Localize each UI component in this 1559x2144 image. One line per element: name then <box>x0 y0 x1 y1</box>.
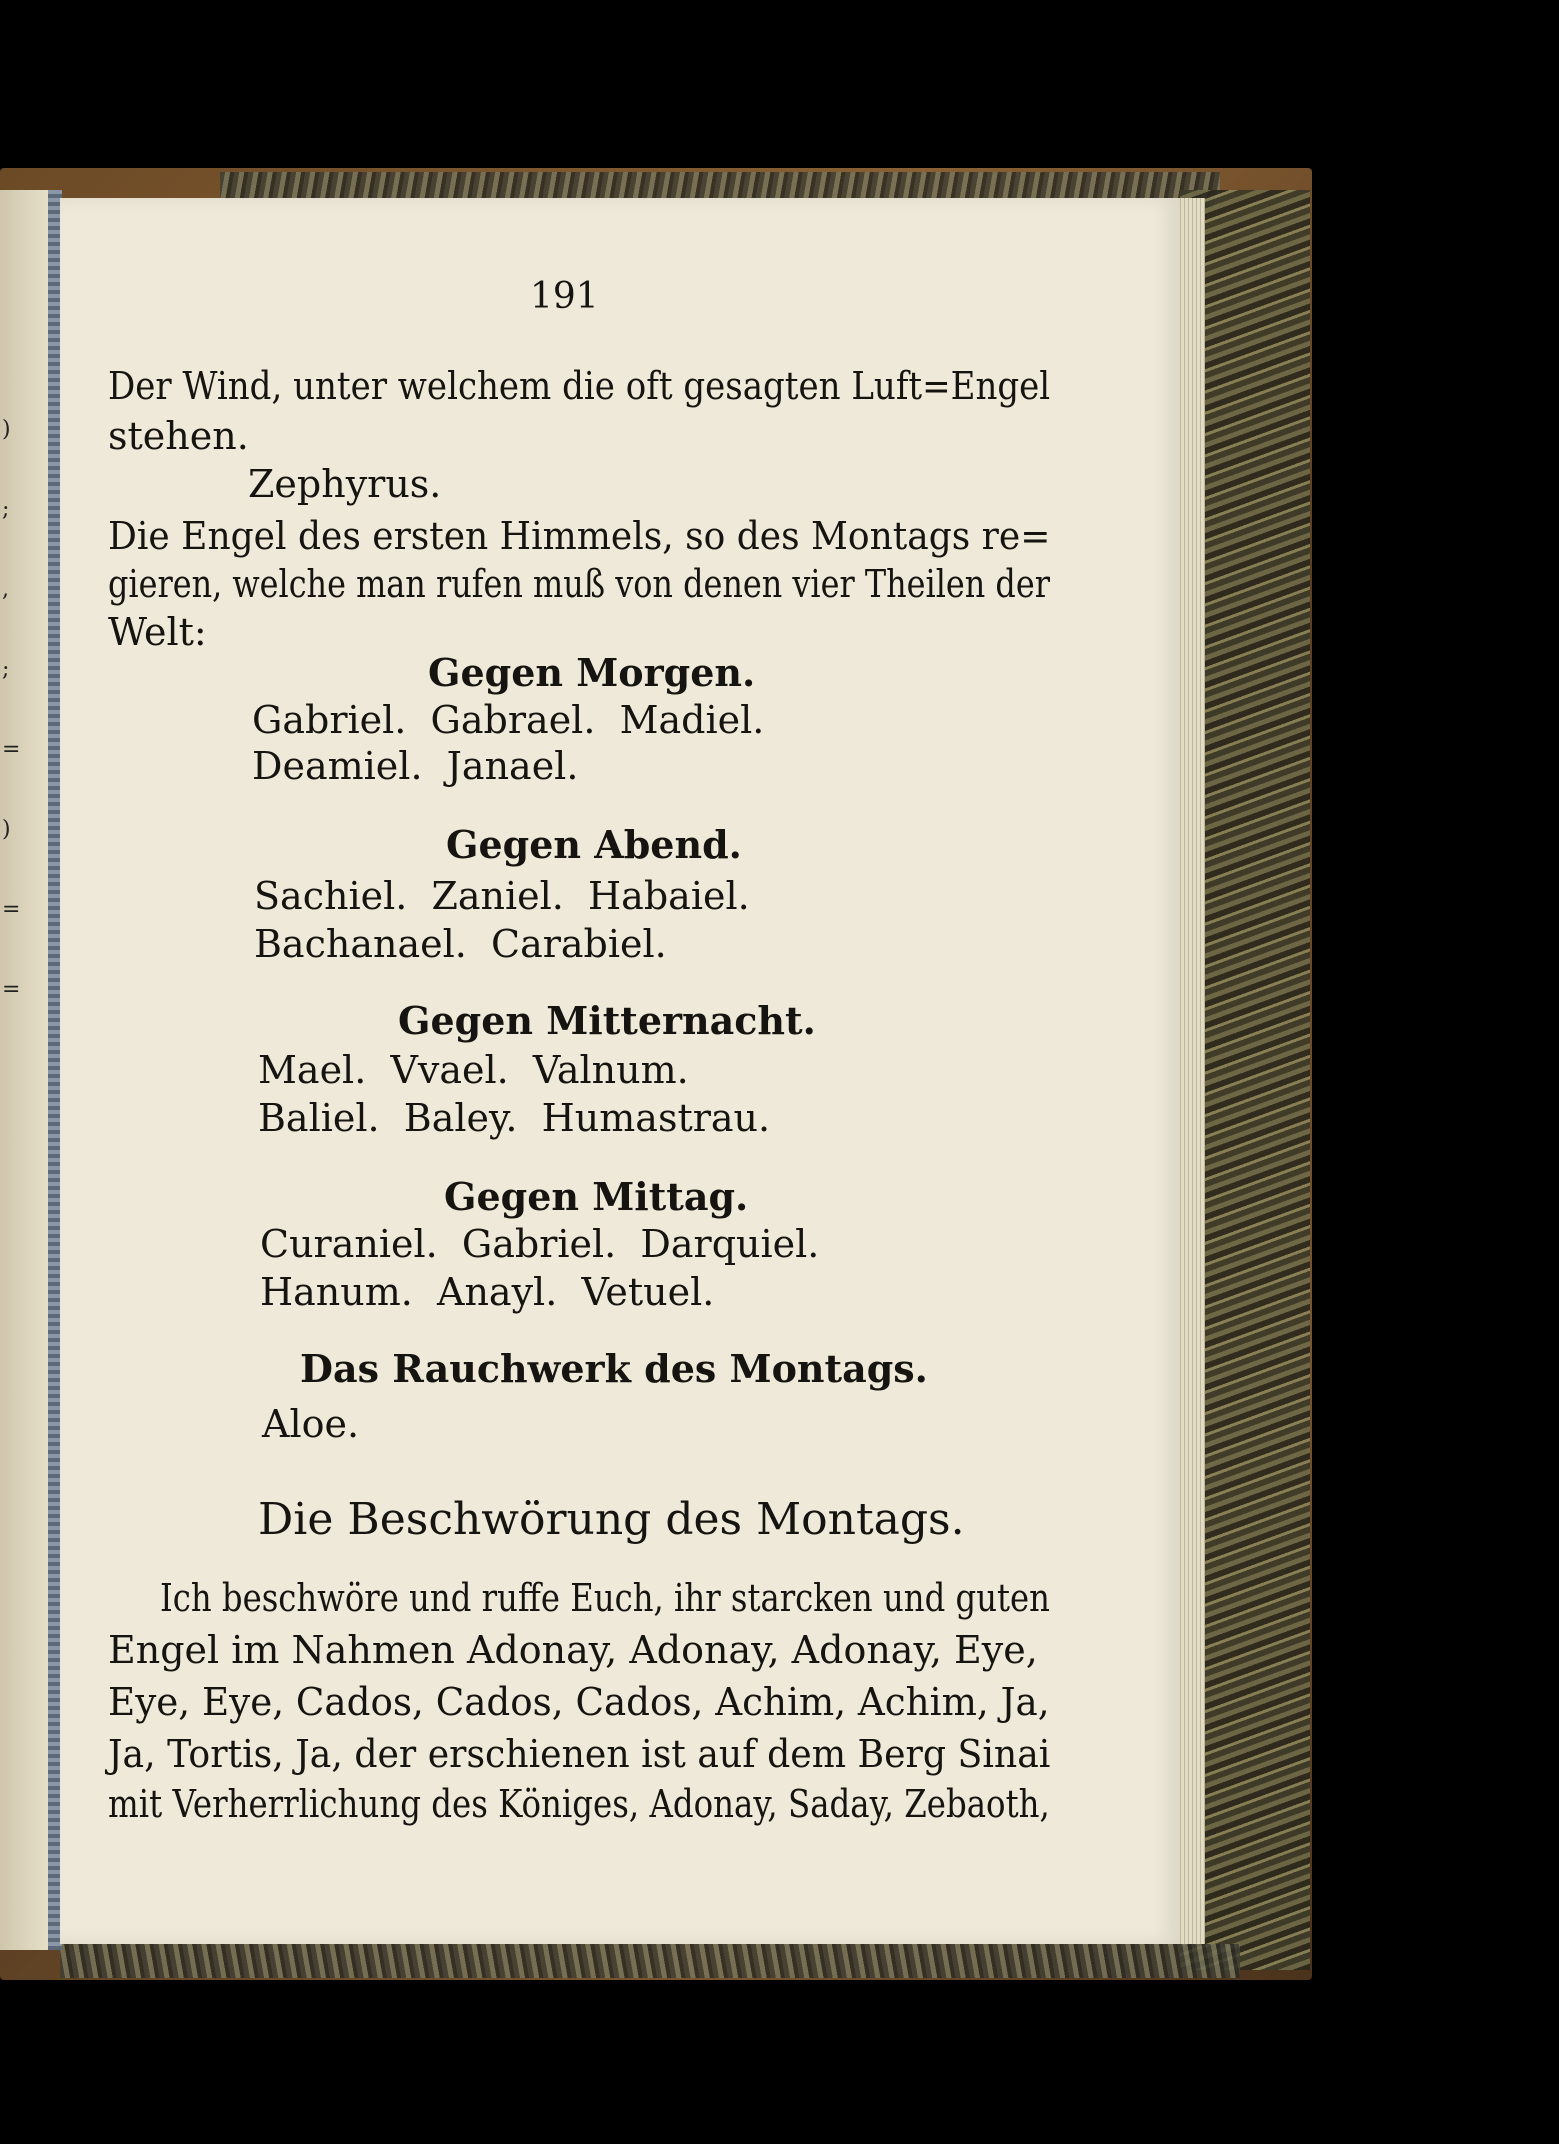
angel-names-line: Curaniel. Gabriel. Darquiel. <box>260 1222 820 1266</box>
angel-names-line: Bachanael. Carabiel. <box>254 922 667 966</box>
page-number: 191 <box>530 276 599 317</box>
intro-line-2: stehen. <box>108 414 249 458</box>
angels-line-2: gieren, welche man rufen muß von denen vier Theilen der <box>108 562 1050 606</box>
angel-names-line: Hanum. Anayl. Vetuel. <box>260 1270 715 1314</box>
angel-names-line: Sachiel. Zaniel. Habaiel. <box>254 874 750 918</box>
left-page-margin-marks: ) ; , ; = ) = = <box>2 417 21 1002</box>
conjuration-line-4: Ja, Tortis, Ja, der erschienen ist auf dem Berg Sinai <box>108 1732 1051 1776</box>
angel-names-line: Mael. Vvael. Valnum. <box>258 1048 689 1092</box>
angels-line-3: Welt: <box>108 610 207 654</box>
conjuration-heading: Die Beschwörung des Montags. <box>258 1494 965 1545</box>
section-heading: Gegen Mitternacht. <box>398 998 816 1043</box>
conjuration-line-5: mit Verherrlichung des Königes, Adonay, Saday, Zebaoth, <box>108 1782 1050 1826</box>
intro-line-1: Der Wind, unter welchem die oft gesagten Luft=Engel <box>108 364 1051 408</box>
angels-line-1: Die Engel des ersten Himmels, so des Montags re= <box>108 514 1051 558</box>
wind-name: Zephyrus. <box>248 462 442 506</box>
section-heading: Gegen Morgen. <box>428 650 756 695</box>
incense-item: Aloe. <box>262 1402 360 1446</box>
angel-names-line: Baliel. Baley. Humastrau. <box>258 1096 771 1140</box>
conjuration-line-1: Ich beschwöre und ruffe Euch, ihr starcken und guten <box>160 1576 1050 1620</box>
conjuration-line-3: Eye, Eye, Cados, Cados, Cados, Achim, Achim, Ja, <box>108 1680 1050 1724</box>
section-heading: Gegen Abend. <box>446 822 742 867</box>
conjuration-line-2: Engel im Nahmen Adonay, Adonay, Adonay, Eye, <box>108 1628 1038 1672</box>
section-heading: Gegen Mittag. <box>444 1174 749 1219</box>
marbled-edge-bottom <box>60 1944 1240 1978</box>
angel-names-line: Gabriel. Gabrael. Madiel. <box>252 698 765 742</box>
incense-heading: Das Rauchwerk des Montags. <box>300 1346 928 1391</box>
angel-names-line: Deamiel. Janael. <box>252 744 579 788</box>
